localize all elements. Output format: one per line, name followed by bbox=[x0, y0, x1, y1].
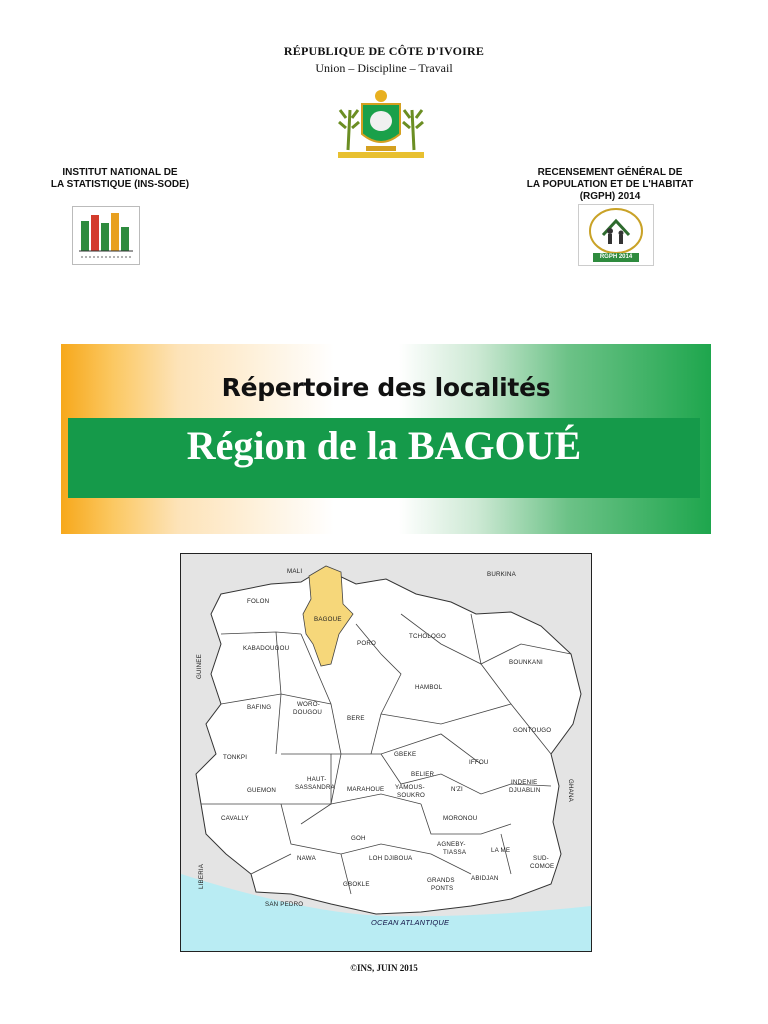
republic-title: RÉPUBLIQUE DE CÔTE D'IVOIRE bbox=[283, 44, 485, 58]
label-la-me: LA ME bbox=[491, 847, 511, 854]
ins-line-1: INSTITUT NATIONAL DE bbox=[62, 167, 178, 178]
label-liberia: LIBERIA bbox=[198, 863, 205, 889]
ins-institute-block bbox=[30, 167, 210, 191]
label-tonkpi: TONKPI bbox=[223, 754, 248, 761]
label-belier: BELIER bbox=[411, 771, 435, 778]
rgph-line-1: RECENSEMENT GÉNÉRAL DE bbox=[537, 167, 683, 178]
label-haut-sassandra-2: SASSANDRA bbox=[295, 784, 335, 791]
label-indenie-1: INDENIE bbox=[511, 779, 538, 786]
ins-line-2: LA STATISTIQUE (INS-SODE) bbox=[50, 179, 190, 190]
label-sud-comoe-2: COMOE bbox=[530, 863, 555, 870]
label-moronou: MORONOU bbox=[443, 815, 478, 822]
label-worodougou-2: DOUGOU bbox=[293, 709, 323, 716]
rgph-logo-icon bbox=[578, 204, 654, 266]
label-gontougo: GONTOUGO bbox=[513, 727, 552, 734]
rgph-logo-label: RGPH 2014 bbox=[599, 254, 633, 260]
label-tchologo: TCHOLOGO bbox=[409, 633, 447, 640]
label-bafing: BAFING bbox=[247, 704, 272, 711]
label-agneby-1: AGNEBY- bbox=[437, 841, 466, 848]
label-marahoue: MARAHOUE bbox=[347, 786, 385, 793]
label-grands-ponts-2: PONTS bbox=[431, 885, 454, 892]
label-kabadougou: KABADOUGOU bbox=[243, 645, 290, 652]
national-emblem-icon bbox=[336, 88, 426, 160]
label-sud-comoe-1: SUD- bbox=[533, 855, 549, 862]
label-gbeke: GBEKE bbox=[394, 751, 417, 758]
copyright: ©INS, JUIN 2015 bbox=[350, 963, 418, 973]
label-worodougou-1: WORO- bbox=[297, 701, 320, 708]
label-bounkani: BOUNKANI bbox=[509, 659, 543, 666]
label-guemon: GUEMON bbox=[247, 787, 277, 794]
label-grands-ponts-1: GRANDS bbox=[427, 877, 455, 884]
label-nawa: NAWA bbox=[297, 855, 316, 862]
rgph-census-block bbox=[510, 167, 710, 203]
label-san-pedro: SAN PEDRO bbox=[265, 901, 304, 908]
banner-title: Région de la BAGOUÉ bbox=[186, 423, 582, 468]
label-yamoussoukro-2: SOUKRO bbox=[397, 792, 426, 799]
label-yamoussoukro-1: YAMOUS- bbox=[395, 784, 425, 791]
label-ghana: GHANA bbox=[567, 779, 574, 803]
label-haut-sassandra-1: HAUT- bbox=[307, 776, 327, 783]
label-hambol: HAMBOL bbox=[415, 684, 443, 691]
label-mali: MALI bbox=[287, 568, 303, 575]
label-ocean: OCEAN ATLANTIQUE bbox=[371, 918, 450, 927]
label-agneby-2: TIASSA bbox=[443, 849, 467, 856]
country-outline bbox=[196, 572, 581, 914]
label-nzi: N'ZI bbox=[451, 786, 463, 793]
label-burkina: BURKINA bbox=[487, 571, 516, 578]
label-indenie-2: DJUABLIN bbox=[509, 787, 541, 794]
label-goh: GOH bbox=[351, 835, 366, 842]
rgph-line-3: (RGPH) 2014 bbox=[579, 191, 641, 202]
ins-logo-icon bbox=[72, 206, 140, 265]
label-folon: FOLON bbox=[247, 598, 270, 605]
national-motto: Union – Discipline – Travail bbox=[315, 61, 453, 75]
label-iffou: IFFOU bbox=[469, 759, 489, 766]
label-cavally: CAVALLY bbox=[221, 815, 249, 822]
label-bere: BERE bbox=[347, 715, 365, 722]
label-bagoue: BAGOUE bbox=[314, 616, 342, 623]
label-guinee: GUINEE bbox=[196, 654, 203, 679]
rgph-line-2: LA POPULATION ET DE L'HABITAT bbox=[526, 179, 694, 190]
label-gbokle: GBOKLE bbox=[343, 881, 370, 888]
region-map bbox=[180, 553, 592, 952]
label-abidjan: ABIDJAN bbox=[471, 875, 499, 882]
banner-subtitle: Répertoire des localités bbox=[221, 373, 551, 402]
label-loh-djiboua: LOH DJIBOUA bbox=[369, 855, 413, 862]
label-poro: PORO bbox=[357, 640, 377, 647]
